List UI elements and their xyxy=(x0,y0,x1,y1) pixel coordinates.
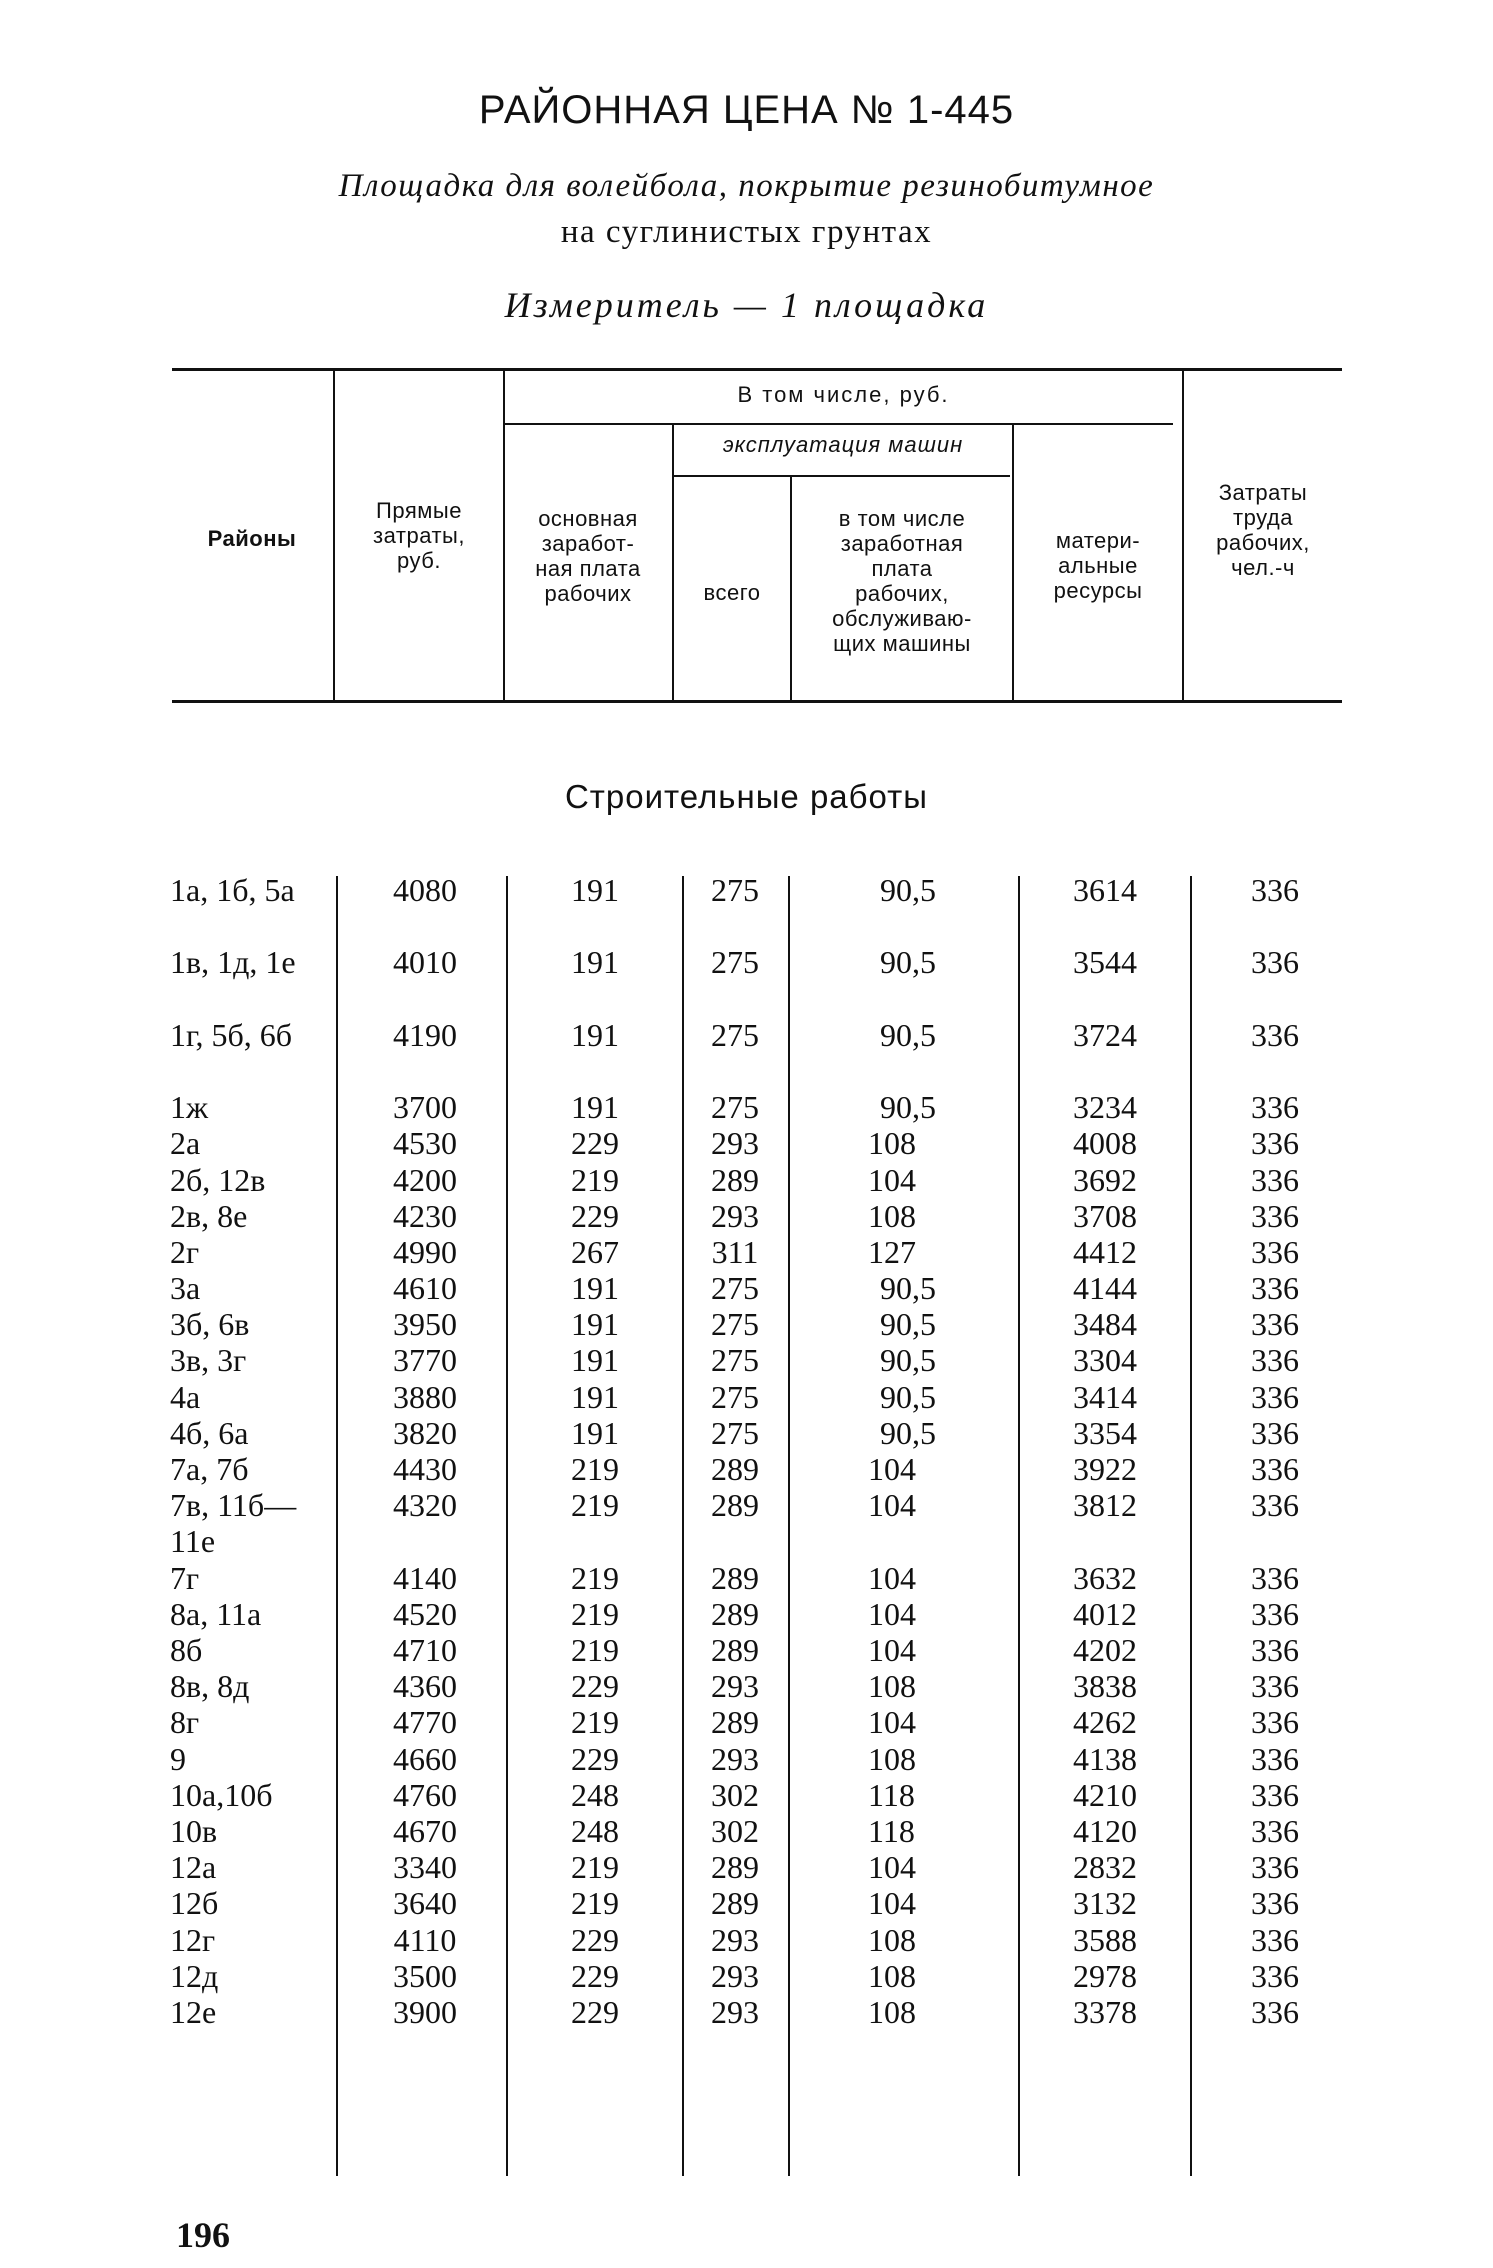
table-row xyxy=(0,1922,1493,1958)
header-vline-3 xyxy=(672,425,674,700)
header-vline-1 xyxy=(333,370,335,700)
materials-cell: 2978 xyxy=(1073,1957,1137,1994)
machine-wage-cell: 90,5 xyxy=(880,1089,936,1126)
machine-total-cell: 275 xyxy=(711,1414,759,1451)
materials-cell: 3304 xyxy=(1073,1342,1137,1379)
direct-costs-cell: 4080 xyxy=(393,872,457,908)
direct-costs-cell: 3820 xyxy=(393,1414,457,1451)
direct-costs-cell: 4520 xyxy=(393,1595,457,1632)
machine-total-cell: 275 xyxy=(711,1378,759,1415)
region-cell: 12а xyxy=(170,1849,217,1886)
direct-costs-cell: 3700 xyxy=(393,1089,457,1126)
page-number: 196 xyxy=(176,2215,230,2255)
machine-wage-cell: 90,5 xyxy=(880,1342,936,1379)
materials-cell: 3692 xyxy=(1073,1161,1137,1198)
basic-wage-cell: 229 xyxy=(571,1993,619,2030)
materials-cell: 3234 xyxy=(1073,1089,1137,1126)
machine-total-cell: 275 xyxy=(711,1270,759,1307)
basic-wage-cell: 219 xyxy=(571,1451,619,1488)
machine-wage-cell: 108 xyxy=(868,1957,916,1994)
direct-costs-cell: 4430 xyxy=(393,1451,457,1488)
table-row xyxy=(0,1270,1493,1306)
materials-cell: 4120 xyxy=(1073,1812,1137,1849)
table-row xyxy=(0,1379,1493,1415)
direct-costs-cell: 3950 xyxy=(393,1306,457,1343)
header-including: В том числе, руб. xyxy=(737,382,950,407)
table-row xyxy=(0,1125,1493,1161)
table-row xyxy=(0,1162,1493,1198)
region-cell: 2а xyxy=(170,1125,201,1162)
machine-total-cell: 289 xyxy=(711,1632,759,1668)
region-cell: 1в, 1д, 1е xyxy=(170,944,296,981)
machine-total-cell: 293 xyxy=(711,1740,759,1777)
materials-cell: 4262 xyxy=(1073,1704,1137,1741)
direct-costs-cell: 4770 xyxy=(393,1704,457,1741)
direct-costs-cell: 4990 xyxy=(393,1233,457,1270)
region-cell: 12г xyxy=(170,1921,216,1958)
materials-cell: 4210 xyxy=(1073,1776,1137,1813)
table-row xyxy=(0,1885,1493,1921)
region-cell: 3в, 3г xyxy=(170,1342,247,1379)
basic-wage-cell: 229 xyxy=(571,1957,619,1994)
table-row xyxy=(0,872,1493,944)
header-direct-costs: Прямые затраты, руб. xyxy=(373,498,465,573)
machine-wage-cell: 108 xyxy=(868,1668,916,1705)
materials-cell: 4412 xyxy=(1073,1233,1137,1270)
basic-wage-cell: 191 xyxy=(571,944,619,981)
basic-wage-cell: 191 xyxy=(571,1378,619,1415)
section-title: Строительные работы xyxy=(564,778,929,815)
machine-wage-cell: 90,5 xyxy=(880,1414,936,1451)
direct-costs-cell: 4670 xyxy=(393,1812,457,1849)
region-cell: 1ж xyxy=(170,1089,209,1126)
region-cell: 2в, 8е xyxy=(170,1197,248,1234)
machine-total-cell: 275 xyxy=(711,1089,759,1126)
basic-wage-cell: 191 xyxy=(571,872,619,908)
direct-costs-cell: 4010 xyxy=(393,944,457,981)
header-machine-wage: в том числе заработная плата рабочих, обслуживаю- щих машины xyxy=(832,506,972,656)
basic-wage-cell: 219 xyxy=(571,1632,619,1668)
machine-wage-cell: 104 xyxy=(868,1849,916,1886)
region-cell: 10в xyxy=(170,1812,218,1849)
direct-costs-cell: 4230 xyxy=(393,1197,457,1234)
machine-total-cell: 289 xyxy=(711,1559,759,1596)
direct-costs-cell: 4710 xyxy=(393,1632,457,1668)
materials-cell: 4012 xyxy=(1073,1595,1137,1632)
machine-wage-cell: 108 xyxy=(868,1740,916,1777)
machine-total-cell: 289 xyxy=(711,1161,759,1198)
machine-total-cell: 302 xyxy=(711,1812,759,1849)
basic-wage-cell: 219 xyxy=(571,1595,619,1632)
labor-cell: 336 xyxy=(1251,1740,1299,1777)
machine-wage-cell: 90,5 xyxy=(880,1270,936,1307)
region-cell: 1г, 5б, 6б xyxy=(170,1016,293,1053)
header-basic-wage: основная заработ- ная плата рабочих xyxy=(535,506,641,606)
machine-total-cell: 293 xyxy=(711,1125,759,1162)
table-row xyxy=(0,1632,1493,1668)
region-cell: 4б, 6а xyxy=(170,1414,249,1451)
labor-cell: 336 xyxy=(1251,1197,1299,1234)
basic-wage-cell: 267 xyxy=(571,1233,619,1270)
materials-cell: 4008 xyxy=(1073,1125,1137,1162)
region-cell: 1а, 1б, 5а xyxy=(170,872,295,908)
table-row xyxy=(0,1813,1493,1849)
labor-cell: 336 xyxy=(1251,1885,1299,1922)
table-row xyxy=(0,1089,1493,1125)
labor-cell: 336 xyxy=(1251,872,1299,908)
direct-costs-cell: 4320 xyxy=(393,1487,457,1524)
basic-wage-cell: 248 xyxy=(571,1776,619,1813)
materials-cell: 3632 xyxy=(1073,1559,1137,1596)
materials-cell: 4202 xyxy=(1073,1632,1137,1668)
materials-cell: 3544 xyxy=(1073,944,1137,981)
header-top-rule xyxy=(172,368,1342,371)
direct-costs-cell: 3340 xyxy=(393,1849,457,1886)
table-row xyxy=(0,1487,1493,1559)
machine-total-cell: 293 xyxy=(711,1993,759,2030)
machine-total-cell: 289 xyxy=(711,1487,759,1524)
direct-costs-cell: 3640 xyxy=(393,1885,457,1922)
region-cell: 12е xyxy=(170,1993,217,2030)
region-cell: 8а, 11а xyxy=(170,1595,262,1632)
table-row xyxy=(0,1415,1493,1451)
machine-wage-cell: 104 xyxy=(868,1487,916,1524)
region-cell: 12б xyxy=(170,1885,219,1922)
labor-cell: 336 xyxy=(1251,1089,1299,1126)
table-row xyxy=(0,1342,1493,1378)
basic-wage-cell: 229 xyxy=(571,1125,619,1162)
region-cell: 12д xyxy=(170,1957,219,1994)
machine-total-cell: 289 xyxy=(711,1849,759,1886)
machine-total-cell: 289 xyxy=(711,1885,759,1922)
labor-cell: 336 xyxy=(1251,944,1299,981)
header-labor: Затраты труда рабочих, чел.-ч xyxy=(1216,480,1310,580)
labor-cell: 336 xyxy=(1251,1270,1299,1307)
labor-cell: 336 xyxy=(1251,1812,1299,1849)
materials-cell: 4138 xyxy=(1073,1740,1137,1777)
basic-wage-cell: 191 xyxy=(571,1016,619,1053)
labor-cell: 336 xyxy=(1251,1632,1299,1668)
labor-cell: 336 xyxy=(1251,1125,1299,1162)
table-row xyxy=(0,1234,1493,1270)
direct-costs-cell: 3900 xyxy=(393,1993,457,2030)
direct-costs-cell: 4200 xyxy=(393,1161,457,1198)
table-row xyxy=(0,1017,1493,1089)
table-row xyxy=(0,1668,1493,1704)
materials-cell: 4144 xyxy=(1073,1270,1137,1307)
materials-cell: 3812 xyxy=(1073,1487,1137,1524)
labor-cell: 336 xyxy=(1251,1414,1299,1451)
materials-cell: 3614 xyxy=(1073,872,1137,908)
machine-wage-cell: 104 xyxy=(868,1885,916,1922)
materials-cell: 3724 xyxy=(1073,1016,1137,1053)
labor-cell: 336 xyxy=(1251,1559,1299,1596)
machine-wage-cell: 127 xyxy=(868,1233,916,1270)
basic-wage-cell: 191 xyxy=(571,1306,619,1343)
region-cell: 4а xyxy=(170,1378,201,1415)
region-cell: 2б, 12в xyxy=(170,1161,266,1198)
basic-wage-cell: 219 xyxy=(571,1704,619,1741)
basic-wage-cell: 219 xyxy=(571,1849,619,1886)
machine-wage-cell: 118 xyxy=(868,1776,915,1813)
basic-wage-cell: 191 xyxy=(571,1270,619,1307)
labor-cell: 336 xyxy=(1251,1233,1299,1270)
region-cell: 7г xyxy=(170,1559,200,1596)
header-bottom-rule xyxy=(172,700,1342,703)
machine-total-cell: 302 xyxy=(711,1776,759,1813)
region-cell: 8г xyxy=(170,1704,200,1741)
labor-cell: 336 xyxy=(1251,1378,1299,1415)
machine-wage-cell: 108 xyxy=(868,1197,916,1234)
table-row xyxy=(0,1958,1493,1994)
machine-wage-cell: 104 xyxy=(868,1161,916,1198)
materials-cell: 3132 xyxy=(1073,1885,1137,1922)
labor-cell: 336 xyxy=(1251,1849,1299,1886)
labor-cell: 336 xyxy=(1251,1921,1299,1958)
measure-unit: Измеритель — 1 площадка xyxy=(504,285,989,325)
labor-cell: 336 xyxy=(1251,1451,1299,1488)
materials-cell: 2832 xyxy=(1073,1849,1137,1886)
basic-wage-cell: 191 xyxy=(571,1414,619,1451)
machine-total-cell: 289 xyxy=(711,1451,759,1488)
direct-costs-cell: 4190 xyxy=(393,1016,457,1053)
data-rows xyxy=(0,872,1493,2030)
machine-wage-cell: 90,5 xyxy=(880,944,936,981)
table-row xyxy=(0,1198,1493,1234)
machine-wage-cell: 104 xyxy=(868,1559,916,1596)
machine-wage-cell: 104 xyxy=(868,1595,916,1632)
region-cell: 7а, 7б xyxy=(170,1451,249,1488)
materials-cell: 3838 xyxy=(1073,1668,1137,1705)
labor-cell: 336 xyxy=(1251,1595,1299,1632)
basic-wage-cell: 248 xyxy=(571,1812,619,1849)
machine-wage-cell: 108 xyxy=(868,1921,916,1958)
machine-wage-cell: 108 xyxy=(868,1125,916,1162)
materials-cell: 3708 xyxy=(1073,1197,1137,1234)
direct-costs-cell: 3500 xyxy=(393,1957,457,1994)
labor-cell: 336 xyxy=(1251,1668,1299,1705)
machine-total-cell: 293 xyxy=(711,1197,759,1234)
labor-cell: 336 xyxy=(1251,1487,1299,1524)
region-cell: 9 xyxy=(170,1740,186,1777)
basic-wage-cell: 219 xyxy=(571,1161,619,1198)
machine-total-cell: 289 xyxy=(711,1704,759,1741)
subtitle-line-1: Площадка для волейбола, покрытие резинобитумное xyxy=(338,168,1155,204)
direct-costs-cell: 3770 xyxy=(393,1342,457,1379)
machine-total-cell: 293 xyxy=(711,1668,759,1705)
materials-cell: 3588 xyxy=(1073,1921,1137,1958)
table-row xyxy=(0,1306,1493,1342)
table-row xyxy=(0,1777,1493,1813)
header-total: всего xyxy=(703,580,761,605)
region-cell: 7в, 11б—11е xyxy=(170,1487,297,1560)
direct-costs-cell: 4530 xyxy=(393,1125,457,1162)
subtitle-line-2: на суглинистых грунтах xyxy=(560,214,933,250)
labor-cell: 336 xyxy=(1251,1016,1299,1053)
header-regions: Районы xyxy=(207,526,297,551)
table-row xyxy=(0,1596,1493,1632)
materials-cell: 3414 xyxy=(1073,1378,1137,1415)
labor-cell: 336 xyxy=(1251,1342,1299,1379)
materials-cell: 3484 xyxy=(1073,1306,1137,1343)
labor-cell: 336 xyxy=(1251,1776,1299,1813)
labor-cell: 336 xyxy=(1251,1306,1299,1343)
page-title: РАЙОННАЯ ЦЕНА № 1-445 xyxy=(478,88,1015,132)
table-row xyxy=(0,1560,1493,1596)
direct-costs-cell: 4140 xyxy=(393,1559,457,1596)
machine-total-cell: 275 xyxy=(711,1306,759,1343)
machine-wage-cell: 108 xyxy=(868,1993,916,2030)
machine-wage-cell: 90,5 xyxy=(880,1378,936,1415)
machine-wage-cell: 90,5 xyxy=(880,1306,936,1343)
header-machine-operation: эксплуатация машин xyxy=(722,432,964,457)
basic-wage-cell: 229 xyxy=(571,1740,619,1777)
region-cell: 8в, 8д xyxy=(170,1668,250,1705)
table-row xyxy=(0,1741,1493,1777)
machine-wage-cell: 118 xyxy=(868,1812,915,1849)
direct-costs-cell: 4660 xyxy=(393,1740,457,1777)
including-rule xyxy=(505,423,1173,425)
materials-cell: 3354 xyxy=(1073,1414,1137,1451)
basic-wage-cell: 191 xyxy=(571,1342,619,1379)
basic-wage-cell: 229 xyxy=(571,1197,619,1234)
machine-total-cell: 275 xyxy=(711,872,759,908)
machine-wage-cell: 90,5 xyxy=(880,872,936,908)
table-row xyxy=(0,1994,1493,2030)
basic-wage-cell: 219 xyxy=(571,1885,619,1922)
table-row xyxy=(0,944,1493,1016)
machine-wage-cell: 104 xyxy=(868,1704,916,1741)
basic-wage-cell: 229 xyxy=(571,1921,619,1958)
direct-costs-cell: 4760 xyxy=(393,1776,457,1813)
labor-cell: 336 xyxy=(1251,1993,1299,2030)
machine-total-cell: 275 xyxy=(711,1342,759,1379)
region-cell: 3а xyxy=(170,1270,201,1307)
table-row xyxy=(0,1849,1493,1885)
header-materials: матери- альные ресурсы xyxy=(1053,528,1143,603)
table-row xyxy=(0,1451,1493,1487)
labor-cell: 336 xyxy=(1251,1704,1299,1741)
basic-wage-cell: 219 xyxy=(571,1559,619,1596)
machine-total-cell: 289 xyxy=(711,1595,759,1632)
basic-wage-cell: 229 xyxy=(571,1668,619,1705)
direct-costs-cell: 4360 xyxy=(393,1668,457,1705)
machine-total-cell: 293 xyxy=(711,1957,759,1994)
machine-wage-cell: 90,5 xyxy=(880,1016,936,1053)
machine-total-cell: 275 xyxy=(711,1016,759,1053)
direct-costs-cell: 4610 xyxy=(393,1270,457,1307)
region-cell: 3б, 6в xyxy=(170,1306,250,1343)
machine-total-cell: 275 xyxy=(711,944,759,981)
basic-wage-cell: 219 xyxy=(571,1487,619,1524)
machine-wage-cell: 104 xyxy=(868,1451,916,1488)
direct-costs-cell: 3880 xyxy=(393,1378,457,1415)
labor-cell: 336 xyxy=(1251,1957,1299,1994)
materials-cell: 3922 xyxy=(1073,1451,1137,1488)
direct-costs-cell: 4110 xyxy=(393,1921,457,1958)
region-cell: 8б xyxy=(170,1632,203,1668)
region-cell: 10а,10б xyxy=(170,1776,273,1813)
machine-total-cell: 293 xyxy=(711,1921,759,1958)
basic-wage-cell: 191 xyxy=(571,1089,619,1126)
region-cell: 2г xyxy=(170,1233,200,1270)
machine-total-cell: 311 xyxy=(711,1233,759,1270)
labor-cell: 336 xyxy=(1251,1161,1299,1198)
machine-wage-cell: 104 xyxy=(868,1632,916,1668)
materials-cell: 3378 xyxy=(1073,1993,1137,2030)
table-row xyxy=(0,1704,1493,1740)
machine-op-rule xyxy=(672,475,1010,477)
